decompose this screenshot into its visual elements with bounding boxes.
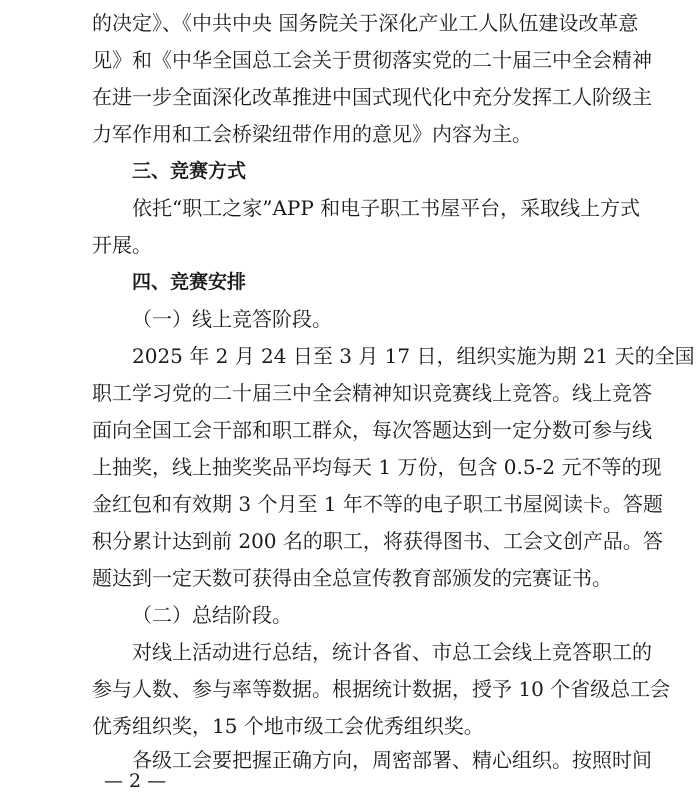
subsection-heading: （一）线上竞答阶段。 <box>132 307 332 331</box>
section-heading: 四、竞赛安排 <box>132 271 247 293</box>
body-text-line: 见》和《中华全国总工会关于贯彻落实党的二十届三中全会精神 <box>92 48 652 72</box>
body-text-line: 面向全国工会干部和职工群众，每次答题达到一定分数可参与线 <box>92 418 652 442</box>
body-text-line: 优秀组织奖，15 个地市级工会优秀组织奖。 <box>92 714 484 738</box>
body-text-line: 依托“职工之家”APP 和电子职工书屋平台，采取线上方式 <box>132 196 641 220</box>
body-text-line: 参与人数、参与率等数据。根据统计数据，授予 10 个省级总工会 <box>92 677 671 701</box>
page-number: — 2 — <box>104 770 167 792</box>
section-heading: 三、竞赛方式 <box>132 160 247 182</box>
body-text-line: 上抽奖，线上抽奖奖品平均每天 1 万份，包含 0.5-2 元不等的现 <box>92 455 662 479</box>
body-text-line: 对线上活动进行总结，统计各省、市总工会线上竞答职工的 <box>132 640 652 664</box>
body-text-line: 题达到一定天数可获得由全总宣传教育部颁发的完赛证书。 <box>92 566 612 590</box>
body-text-line: 各级工会要把握正确方向，周密部署、精心组织。按照时间 <box>132 748 652 772</box>
body-text-line: 2025 年 2 月 24 日至 3 月 17 日，组织实施为期 21 天的全国 <box>132 344 695 368</box>
body-text-line: 开展。 <box>92 233 152 257</box>
body-text-line: 在进一步全面深化改革推进中国式现代化中充分发挥工人阶级主 <box>92 85 652 109</box>
subsection-heading: （二）总结阶段。 <box>132 603 292 627</box>
body-text-line: 职工学习党的二十届三中全会精神知识竞赛线上竞答。线上竞答 <box>92 381 652 405</box>
body-text-line: 力军作用和工会桥梁纽带作用的意见》内容为主。 <box>92 122 532 146</box>
body-text-line: 积分累计达到前 200 名的职工，将获得图书、工会文创产品。答 <box>92 529 663 553</box>
body-text-line: 的决定》、《中共中央 国务院关于深化产业工人队伍建设改革意 <box>92 11 639 35</box>
body-text-line: 金红包和有效期 3 个月至 1 年不等的电子职工书屋阅读卡。答题 <box>92 492 663 516</box>
